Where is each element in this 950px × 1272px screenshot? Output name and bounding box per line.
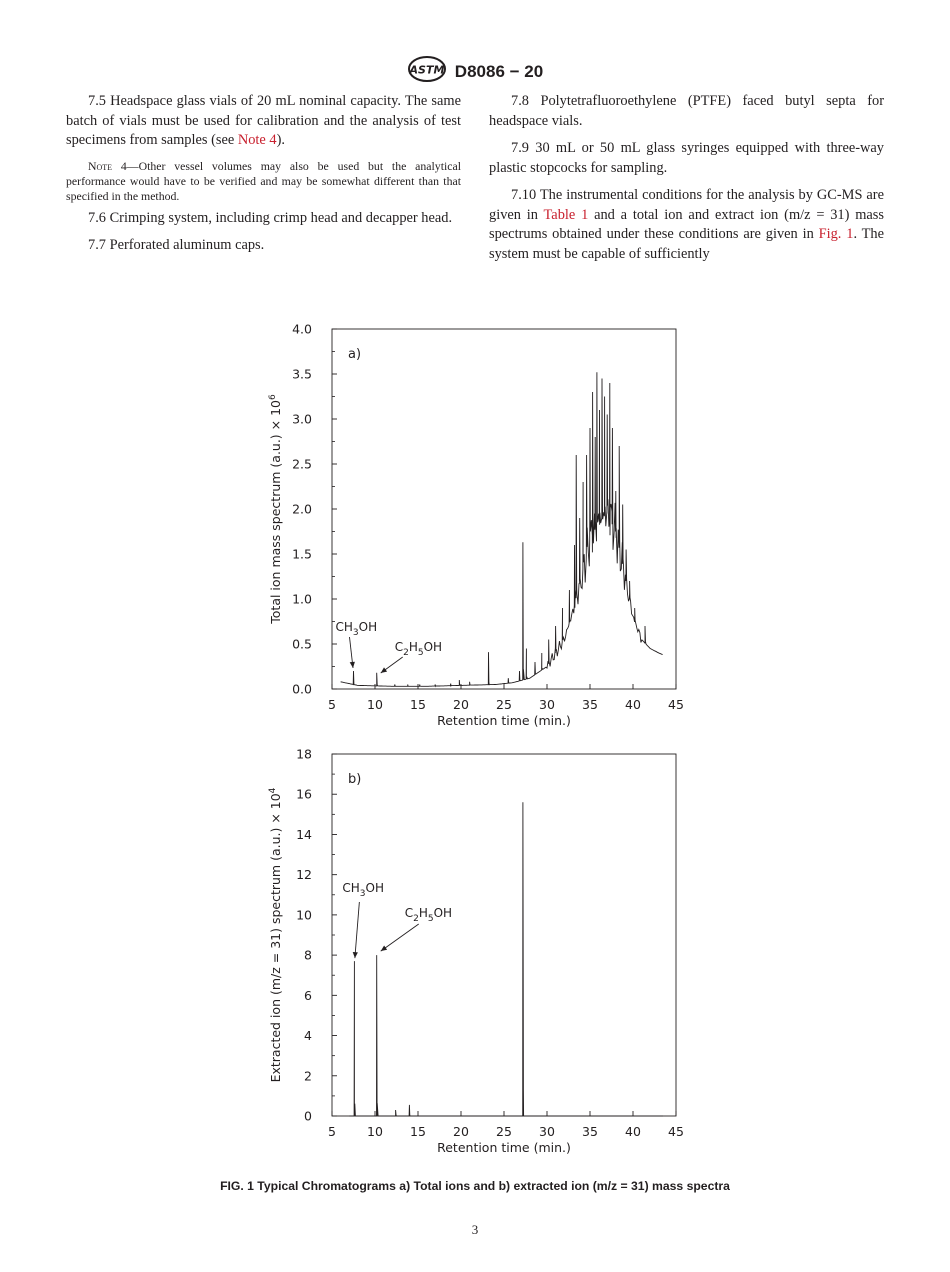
panel-b-x-tick-label: 20 <box>453 1124 469 1139</box>
panel-a-x-tick-label: 25 <box>496 697 512 712</box>
panel-a-trace <box>341 372 663 686</box>
panel-a-x-tick-label: 10 <box>367 697 383 712</box>
panel-a-y-axis-label: Total ion mass spectrum $(a.u.) \times 10^6$ <box>268 394 283 624</box>
panel-b-x-tick-label: 45 <box>668 1124 684 1139</box>
panel-a-label: a) <box>348 347 362 362</box>
panel-b-y-tick-label: 2 <box>304 1068 312 1084</box>
panel-b-plot-frame <box>332 754 676 1116</box>
table-1-link[interactable]: Table 1 <box>543 206 589 223</box>
paragraph-7-5: 7.5 Headspace glass vials of 20 mL nominal capacity. The same batch of vials must be used for calibration and the analysis of test specimens from samples (see Note 4). <box>66 93 461 148</box>
chromatogram-figure <box>255 310 705 1175</box>
panel-b-y-tick-label: 14 <box>296 826 312 842</box>
panel-a-y-tick-label: 1.0 <box>292 591 312 607</box>
panel-b-y-tick-label: 8 <box>304 947 312 963</box>
note-4-link[interactable]: Note 4 <box>237 132 277 148</box>
panel-b-annotation-label: $CH_3OH$ <box>342 881 384 899</box>
panel-b-x-tick-label: 30 <box>539 1124 555 1139</box>
panel-a-annotation-arrowhead <box>350 662 355 668</box>
fig-1-link[interactable]: Fig. 1 <box>818 226 854 242</box>
panel-a-plot-frame <box>332 329 676 689</box>
panel-a-x-tick-label: 35 <box>582 697 598 712</box>
left-column <box>66 92 461 264</box>
page-header <box>0 56 950 87</box>
panel-a-x-tick-label: 5 <box>328 697 336 712</box>
panel-b-annotation-arrow <box>355 902 360 958</box>
panel-b-x-tick-label: 10 <box>367 1124 383 1139</box>
paragraph-7-10: 7.10 The instrumental conditions for the analysis by GC-MS are given in Table 1 and a total ion and extract ion (m/z = 31) mass spectrums obtained under these conditions are given in Fig. 1. The system must be capable of sufficiently <box>489 187 885 262</box>
panel-b-x-axis-label: Retention time (min.) <box>437 1140 571 1155</box>
panel-a-annotation-label: $CH_3OH$ <box>335 620 378 638</box>
panel-a-x-axis-label: Retention time (min.) <box>437 713 571 728</box>
panel-a-x-tick-label: 15 <box>410 697 426 712</box>
panel-a-x-tick-label: 30 <box>539 697 555 712</box>
document-code: D8086 − 20 <box>454 61 544 81</box>
panel-b-y-tick-label: 6 <box>304 987 312 1003</box>
panel-b-y-tick-label: 4 <box>304 1028 312 1044</box>
right-column <box>489 92 884 272</box>
figure-caption: FIG. 1 Typical Chromatograms a) Total ions and b) extracted ion (m/z = 31) mass spectra <box>220 1179 730 1193</box>
paragraph-7-9: 7.9 30 mL or 50 mL glass syringes equipped with three-way plastic stopcocks for sampling. <box>489 140 884 176</box>
astm-logo <box>407 56 447 87</box>
panel-b-y-tick-label: 10 <box>296 907 312 923</box>
panel-b-label: b) <box>348 772 362 787</box>
panel-a-x-tick-label: 20 <box>453 697 469 712</box>
panel-a-annotation-label: $C_2H_5OH$ <box>394 640 443 658</box>
panel-b-y-tick-label: 12 <box>296 867 312 883</box>
panel-b-annotation-arrowhead <box>353 952 358 958</box>
panel-b-annotation-arrow <box>381 924 419 951</box>
panel-b-y-axis-label: Extracted ion (m/z = 31) spectrum $(a.u.) \times 10^4$ <box>268 787 283 1083</box>
astm-logo-text: ASTM <box>409 63 445 77</box>
panel-a-y-tick-label: 4.0 <box>292 321 312 337</box>
panel-b-x-tick-label: 5 <box>328 1124 336 1139</box>
panel-b-y-tick-label: 0 <box>304 1108 312 1124</box>
panel-b-annotation-label: $C_2H_5OH$ <box>404 906 453 924</box>
note-text: 4—Other vessel volumes may also be used but the analytical performance would have to be verified and may be somewhat different than that specified in the method. <box>66 158 461 203</box>
figure-1 <box>255 310 705 1180</box>
panel-b-y-tick-label: 18 <box>296 746 312 762</box>
panel-b-trace <box>349 802 663 1116</box>
panel-a-y-tick-label: 0.0 <box>292 681 312 697</box>
panel-a-y-tick-label: 3.5 <box>292 366 312 382</box>
panel-a-y-tick-label: 0.5 <box>292 636 312 652</box>
panel-a-y-tick-label: 3.0 <box>292 411 312 427</box>
paragraph-7-7: 7.7 Perforated aluminum caps. <box>88 237 265 253</box>
note-label: Note <box>88 158 113 173</box>
panel-b-y-tick-label: 16 <box>296 786 312 802</box>
panel-a-annotation-arrowhead <box>381 667 387 673</box>
panel-a-x-tick-label: 40 <box>625 697 641 712</box>
paragraph-7-6: 7.6 Crimping system, including crimp head and decapper head. <box>88 209 453 226</box>
page-number: 3 <box>471 1222 479 1237</box>
panel-b-x-tick-label: 35 <box>582 1124 598 1139</box>
panel-b-x-tick-label: 15 <box>410 1124 426 1139</box>
panel-a-y-tick-label: 1.5 <box>292 546 312 562</box>
panel-a-x-tick-label: 45 <box>668 697 684 712</box>
panel-b-x-tick-label: 40 <box>625 1124 641 1139</box>
panel-a-y-tick-label: 2.5 <box>292 456 312 472</box>
note-4 <box>66 159 461 204</box>
paragraph-7-8: 7.8 Polytetrafluoroethylene (PTFE) faced butyl septa for headspace vials. <box>489 93 884 129</box>
panel-b-annotation-arrowhead <box>381 946 387 952</box>
panel-b-x-tick-label: 25 <box>496 1124 512 1139</box>
panel-a-y-tick-label: 2.0 <box>292 501 312 517</box>
